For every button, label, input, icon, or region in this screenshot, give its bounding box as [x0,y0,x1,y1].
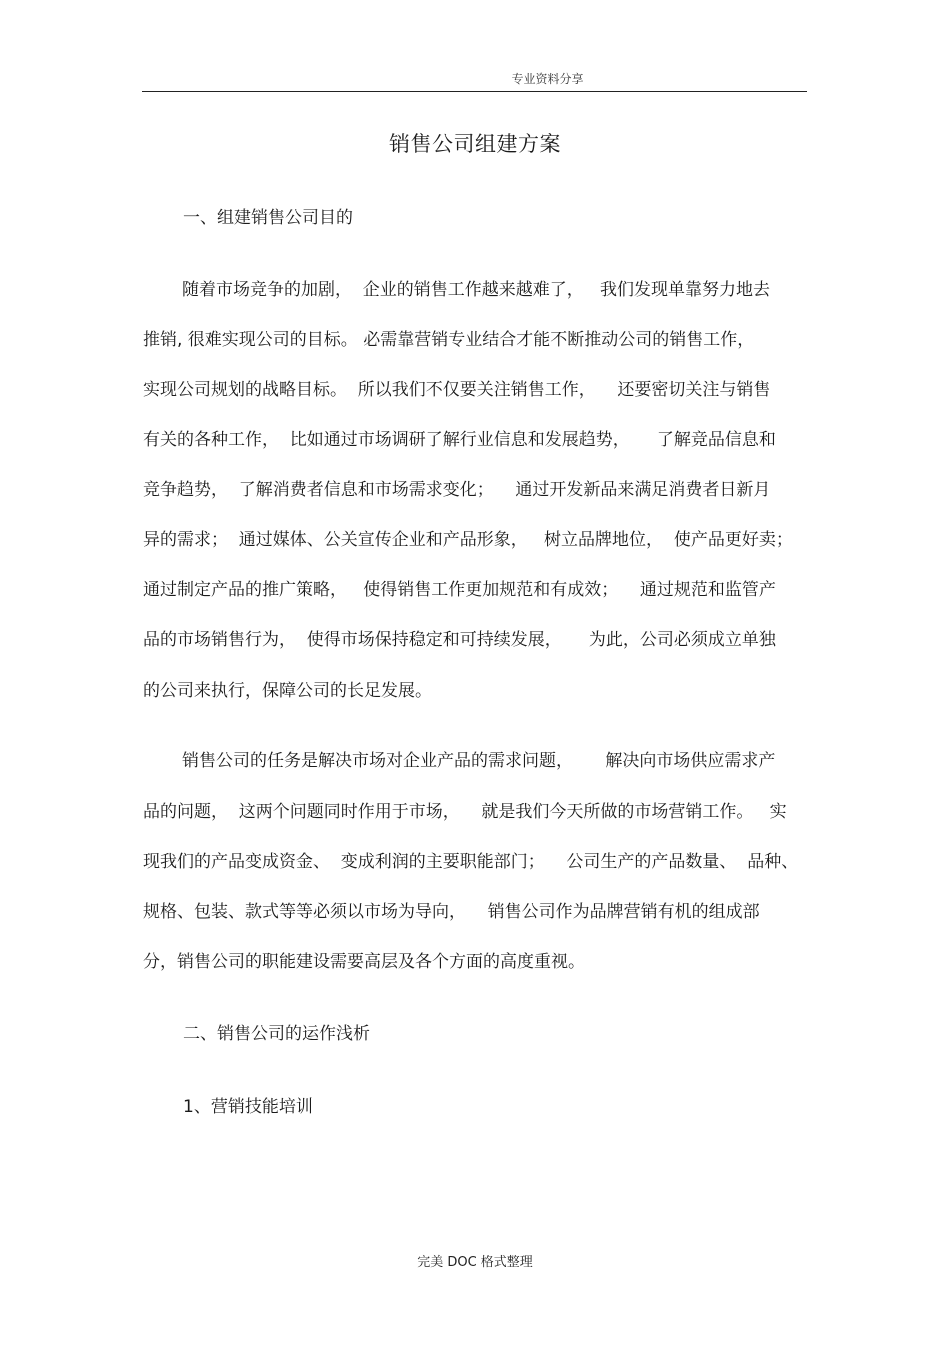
paragraph-line: 现我们的产品变成资金、 变成利润的主要职能部门； 公司生产的产品数量、 品种、 [143,852,799,872]
page-footer-label: 完美 DOC 格式整理 [417,1255,533,1270]
section-heading-operations: 二、销售公司的运作浅析 [183,1024,370,1044]
paragraph-line: 通过制定产品的推广策略， 使得销售工作更加规范和有成效； 通过规范和监管产 [143,580,776,600]
paragraph-line: 推销, 很难实现公司的目标。 必需靠营销专业结合才能不断推动公司的销售工作， [143,330,755,350]
paragraph-line: 销售公司的任务是解决市场对企业产品的需求问题， 解决向市场供应需求产 [182,751,776,771]
section-heading-purpose: 一、组建销售公司目的 [183,208,353,228]
header-divider [142,91,807,92]
paragraph-line: 竞争趋势， 了解消费者信息和市场需求变化； 通过开发新品来满足消费者日新月 [143,480,771,500]
subsection-heading-training: 1、营销技能培训 [183,1097,313,1117]
paragraph-line: 分，销售公司的职能建设需要高层及各个方面的高度重视。 [143,952,585,972]
paragraph-line: 随着市场竞争的加剧， 企业的销售工作越来越难了， 我们发现单靠努力地去 [182,280,771,300]
paragraph-line: 异的需求； 通过媒体、公关宣传企业和产品形象， 树立品牌地位， 使产品更好卖； [143,530,793,550]
document-title: 销售公司组建方案 [389,132,561,156]
paragraph-line: 实现公司规划的战略目标。 所以我们不仅要关注销售工作， 还要密切关注与销售 [143,380,771,400]
page-header-label: 专业资料分享 [511,72,584,86]
paragraph-line: 规格、包装、款式等等必须以市场为导向， 销售公司作为品牌营销有机的组成部 [143,902,760,922]
paragraph-line: 品的问题， 这两个问题同时作用于市场， 就是我们今天所做的市场营销工作。 实 [143,802,787,822]
paragraph-line: 品的市场销售行为， 使得市场保持稳定和可持续发展， 为此，公司必须成立单独 [143,630,776,650]
paragraph-line: 有关的各种工作， 比如通过市场调研了解行业信息和发展趋势， 了解竞品信息和 [143,430,776,450]
paragraph-line: 的公司来执行，保障公司的长足发展。 [143,681,432,701]
